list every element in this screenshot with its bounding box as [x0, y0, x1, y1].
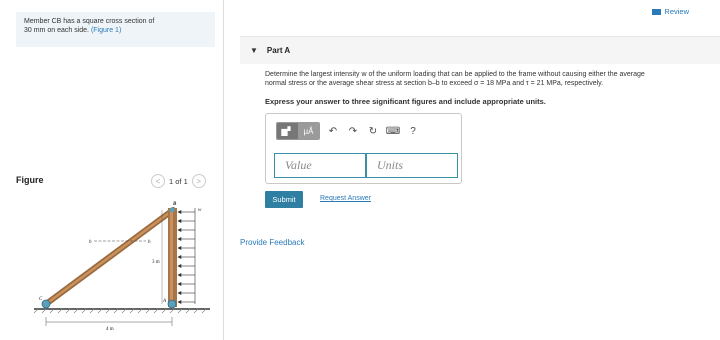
- problem-info-box: [16, 12, 215, 47]
- label-c-joint: C: [39, 297, 43, 302]
- figure-title: Figure: [16, 175, 44, 185]
- answer-fields: [274, 153, 458, 178]
- label-b-joint: B: [173, 202, 177, 207]
- label-b-right: b: [148, 240, 151, 245]
- collapse-chevron-icon[interactable]: ▼: [250, 46, 258, 55]
- answer-box: [265, 113, 462, 184]
- provide-feedback-link[interactable]: Provide Feedback: [240, 238, 305, 247]
- label-b-left: b: [89, 240, 92, 245]
- member-cb-highlight: [46, 210, 173, 304]
- member-ab-highlight: [170, 208, 173, 307]
- right-panel: [224, 0, 720, 340]
- redo-icon[interactable]: ↷: [348, 125, 358, 137]
- pin-c: [42, 300, 50, 308]
- value-field[interactable]: Value: [274, 153, 366, 178]
- load-arrows: [178, 208, 195, 304]
- part-a-label: Part A: [266, 46, 291, 55]
- help-icon[interactable]: ?: [410, 125, 416, 137]
- question-line-2: normal stress or the average shear stress at section b–b to exceed σ = 18 MPa and τ = 21 MPa, respectively.: [265, 80, 604, 87]
- next-figure-button[interactable]: >: [192, 174, 206, 188]
- template-button-group: [276, 122, 320, 140]
- pin-a: [168, 300, 176, 308]
- reset-icon[interactable]: ↻: [368, 125, 378, 137]
- review-link[interactable]: [652, 7, 689, 16]
- frame-diagram: [30, 196, 220, 336]
- units-symbols-button[interactable]: μÅ: [298, 123, 319, 139]
- review-icon: [652, 9, 661, 15]
- label-a-joint: A: [163, 299, 167, 304]
- prev-figure-button[interactable]: <: [151, 174, 165, 188]
- question-line-1: Determine the largest intensity w of the uniform loading that can be applied to the frame without causing either the average: [265, 71, 645, 78]
- label-3m: 3 m: [152, 260, 160, 265]
- keyboard-icon[interactable]: ⌨: [385, 125, 401, 137]
- request-answer-link[interactable]: Request Answer: [320, 195, 371, 202]
- submit-button[interactable]: Submit: [265, 191, 303, 208]
- undo-icon[interactable]: ↶: [328, 125, 338, 137]
- part-a-header[interactable]: [240, 36, 720, 64]
- pager-text: 1 of 1: [169, 176, 188, 186]
- figure-pager: [151, 174, 206, 188]
- review-label: Review: [664, 7, 689, 16]
- info-line-1: Member CB has a square cross section of: [24, 18, 155, 25]
- info-line-2-text: 30 mm on each side.: [24, 27, 89, 34]
- units-field[interactable]: Units: [366, 153, 458, 178]
- label-4m: 4 m: [106, 327, 114, 332]
- answer-instruction: Express your answer to three significant figures and include appropriate units.: [265, 97, 546, 106]
- math-toolbar: [276, 122, 420, 140]
- question-text: [265, 70, 705, 88]
- info-line-2: [24, 26, 207, 35]
- pin-b: [170, 208, 175, 213]
- label-w: w: [198, 208, 202, 213]
- templates-button[interactable]: ▆▘: [277, 123, 298, 139]
- left-panel: [0, 0, 224, 340]
- figure-link[interactable]: (Figure 1): [90, 27, 122, 34]
